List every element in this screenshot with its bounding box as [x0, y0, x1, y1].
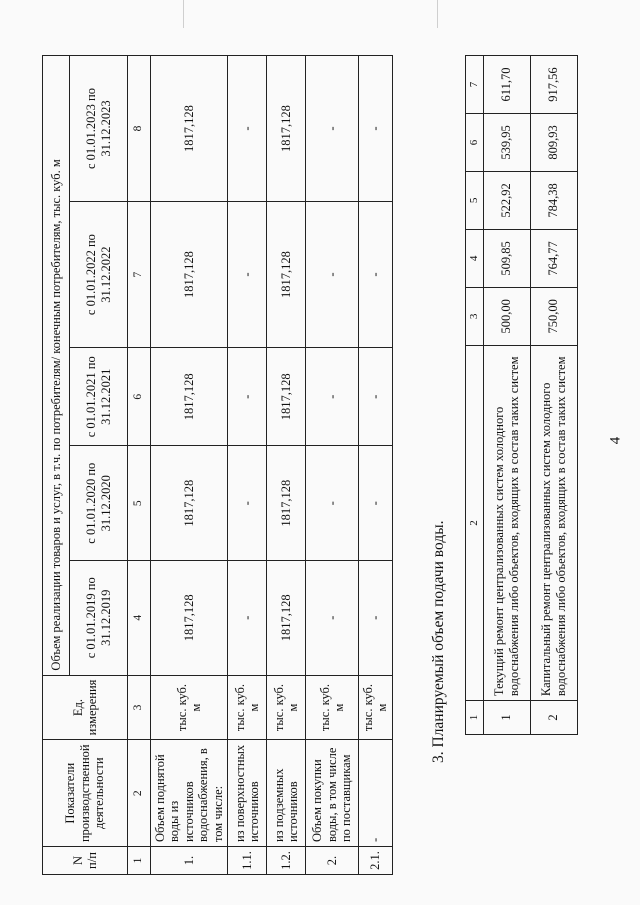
- index-cell: 2: [466, 345, 484, 700]
- col-indicator-header: Показатели производственной деятельности: [43, 740, 128, 847]
- row-number: 1.2.: [266, 847, 305, 875]
- value-cell: -: [227, 561, 266, 676]
- value-cell: 1817,128: [266, 561, 305, 676]
- row-number: 1.1.: [227, 847, 266, 875]
- value-cell: 1817,128: [151, 561, 228, 676]
- value-cell: 1817,128: [151, 56, 228, 202]
- row-unit: тыс. куб. м: [266, 675, 305, 740]
- value-cell: -: [227, 446, 266, 561]
- value-cell: 522,92: [483, 171, 530, 229]
- index-cell: 5: [466, 171, 484, 229]
- value-cell: 917,56: [530, 56, 577, 114]
- row-number: 2.1.: [358, 847, 392, 875]
- index-cell: 1: [128, 847, 151, 875]
- row-unit: тыс. куб. м: [227, 675, 266, 740]
- period-header: с 01.01.2022 по 31.12.2022: [70, 202, 128, 348]
- header-row: [43, 56, 70, 875]
- value-cell: -: [305, 561, 358, 676]
- index-cell: 4: [128, 561, 151, 676]
- value-cell: -: [305, 56, 358, 202]
- period-header: с 01.01.2023 по 31.12.2023: [70, 56, 128, 202]
- index-cell: 7: [128, 202, 151, 348]
- value-cell: 1817,128: [266, 56, 305, 202]
- period-header: с 01.01.2021 по 31.12.2021: [70, 348, 128, 446]
- row-indicator: Объем поднятой воды из источников водоснабжения, в том числе:: [151, 740, 228, 847]
- index-cell: 2: [128, 740, 151, 847]
- col-num-header: N п/п: [43, 847, 128, 875]
- value-cell: 1817,128: [266, 348, 305, 446]
- index-cell: 3: [128, 675, 151, 740]
- value-cell: 1817,128: [151, 202, 228, 348]
- repair-costs-table: [465, 55, 578, 735]
- table-index-row: [128, 56, 151, 875]
- value-cell: 809,93: [530, 113, 577, 171]
- value-cell: -: [305, 446, 358, 561]
- value-cell: 784,38: [530, 171, 577, 229]
- value-cell: -: [358, 446, 392, 561]
- value-cell: 539,95: [483, 113, 530, 171]
- index-cell: 7: [466, 56, 484, 114]
- index-cell: 6: [128, 348, 151, 446]
- table-row: [227, 56, 266, 875]
- table-row: [151, 56, 228, 875]
- row-indicator: -: [358, 740, 392, 847]
- row-unit: тыс. куб. м: [151, 675, 228, 740]
- water-volume-table: [42, 55, 393, 875]
- section-heading: 3. Планируемый объем подачи воды.: [430, 520, 447, 763]
- value-cell: -: [227, 202, 266, 348]
- rotated-content: [22, 55, 617, 875]
- table-index-row: [466, 56, 484, 735]
- row-name: Капитальный ремонт централизованных систем холодного водоснабжения либо объектов, входящих в состав таких систем: [530, 345, 577, 700]
- period-header: с 01.01.2020 по 31.12.2020: [70, 446, 128, 561]
- value-cell: -: [227, 56, 266, 202]
- value-cell: 1817,128: [151, 446, 228, 561]
- page-number: 4: [607, 436, 624, 445]
- row-number: 1: [483, 701, 530, 735]
- index-cell: 3: [466, 287, 484, 345]
- index-cell: 6: [466, 113, 484, 171]
- index-cell: 5: [128, 446, 151, 561]
- value-cell: -: [358, 202, 392, 348]
- row-name: Текущий ремонт централизованных систем холодного водоснабжения либо объектов, входящих в состав таких систем: [483, 345, 530, 700]
- value-cell: -: [358, 348, 392, 446]
- value-cell: 611,70: [483, 56, 530, 114]
- group-title-header: Объем реализации товаров и услуг, в т.ч. по потребителям/ конечным потребителям, тыс. куб. м: [43, 56, 70, 676]
- index-cell: 4: [466, 229, 484, 287]
- value-cell: 764,77: [530, 229, 577, 287]
- scan-edge-line: [183, 0, 184, 28]
- index-cell: 8: [128, 56, 151, 202]
- value-cell: 1817,128: [266, 202, 305, 348]
- col-unit-header: Ед. измерения: [43, 675, 128, 740]
- value-cell: 1817,128: [151, 348, 228, 446]
- table-row: [305, 56, 358, 875]
- value-cell: 500,00: [483, 287, 530, 345]
- row-indicator: из поверхностных источников: [227, 740, 266, 847]
- value-cell: -: [358, 561, 392, 676]
- value-cell: 750,00: [530, 287, 577, 345]
- table-row: [530, 56, 577, 735]
- table-row: [483, 56, 530, 735]
- value-cell: -: [305, 348, 358, 446]
- row-indicator: из подземных источников: [266, 740, 305, 847]
- value-cell: -: [227, 348, 266, 446]
- row-number: 1.: [151, 847, 228, 875]
- table-row: [266, 56, 305, 875]
- scan-edge-line: [437, 0, 438, 28]
- value-cell: -: [358, 56, 392, 202]
- value-cell: 509,85: [483, 229, 530, 287]
- row-number: 2.: [305, 847, 358, 875]
- row-unit: тыс. куб. м: [358, 675, 392, 740]
- row-number: 2: [530, 701, 577, 735]
- table-row: [358, 56, 392, 875]
- value-cell: 1817,128: [266, 446, 305, 561]
- row-unit: тыс. куб. м: [305, 675, 358, 740]
- period-header: с 01.01.2019 по 31.12.2019: [70, 561, 128, 676]
- index-cell: 1: [466, 701, 484, 735]
- value-cell: -: [305, 202, 358, 348]
- row-indicator: Объем покупки воды, в том числе по поставщикам: [305, 740, 358, 847]
